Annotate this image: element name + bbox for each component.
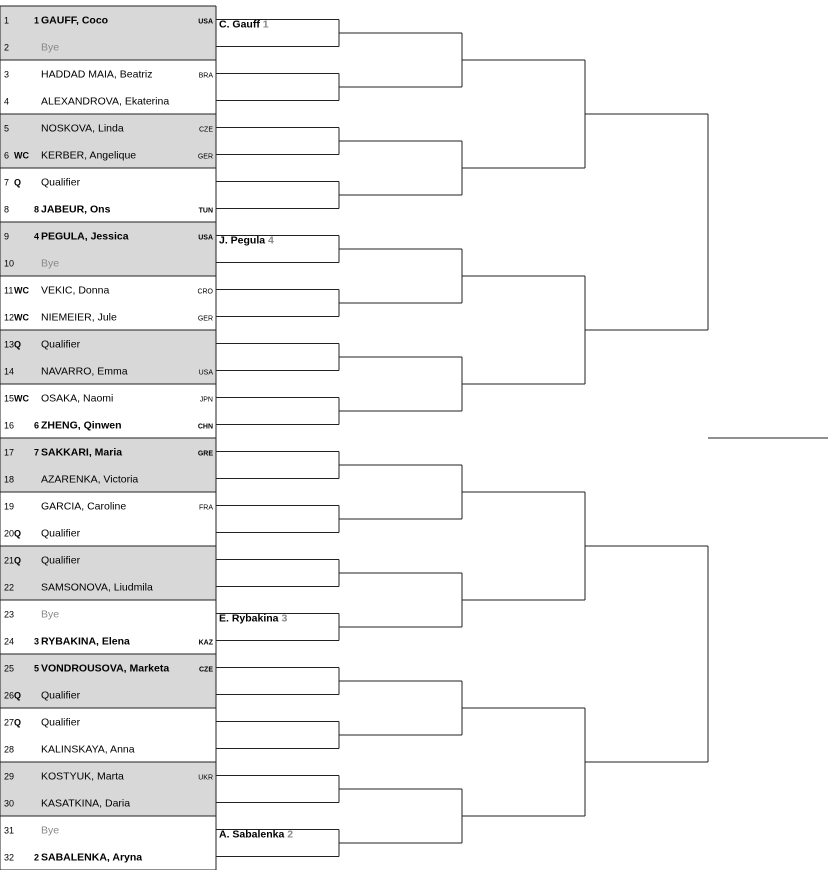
draw-entry[interactable] <box>4 528 81 540</box>
player-name: Qualifier <box>41 176 81 189</box>
country-code: FRA <box>199 504 213 512</box>
draw-number: 15 <box>4 393 15 404</box>
player-name: Qualifier <box>41 527 81 540</box>
player-name: OSAKA, Naomi <box>41 392 114 405</box>
player-name: NIEMEIER, Jule <box>41 311 117 324</box>
draw-number: 24 <box>4 636 15 647</box>
player-name: Bye <box>41 824 60 837</box>
player-name: AZARENKA, Victoria <box>41 473 139 486</box>
draw-entry-tag: Q <box>14 690 22 701</box>
country-code: GER <box>197 315 213 323</box>
draw-entry-tag: WC <box>14 285 29 296</box>
country-code: CRO <box>197 288 213 296</box>
player-name: Qualifier <box>41 689 81 702</box>
player-name: KASATKINA, Daria <box>41 797 131 810</box>
draw-number: 10 <box>4 258 15 269</box>
player-name: NAVARRO, Emma <box>41 365 128 378</box>
advanced-player-seed: 4 <box>268 234 274 247</box>
country-code: UKR <box>198 774 213 782</box>
advanced-player-seed: 1 <box>262 18 269 31</box>
draw-number: 22 <box>4 582 15 593</box>
seed-number: 2 <box>34 852 40 863</box>
seed-number: 5 <box>34 663 40 674</box>
draw-entry[interactable] <box>4 717 81 729</box>
seed-number: 7 <box>34 447 40 458</box>
country-code: JPN <box>199 396 213 404</box>
draw-entry-tag: Q <box>14 528 22 539</box>
draw-number: 21 <box>4 555 15 566</box>
draw-number: 27 <box>4 717 15 728</box>
seed-number: 4 <box>34 231 40 242</box>
draw-entry[interactable] <box>4 690 81 702</box>
player-name: GAUFF, Coco <box>41 14 109 27</box>
player-name: SABALENKA, Aryna <box>41 851 143 864</box>
draw-number: 5 <box>4 123 10 134</box>
country-code: GRE <box>197 450 213 458</box>
country-code: GER <box>197 153 213 161</box>
player-name: Qualifier <box>41 716 81 729</box>
player-name: SAKKARI, Maria <box>41 446 123 459</box>
country-code: BRA <box>198 72 213 80</box>
country-code: KAZ <box>198 639 213 647</box>
seed-number: 1 <box>34 15 40 26</box>
draw-entry-tag: Q <box>14 339 22 350</box>
draw-number: 16 <box>4 420 15 431</box>
player-name: ZHENG, Qinwen <box>41 419 122 432</box>
country-code: USA <box>198 369 213 377</box>
player-name: VEKIC, Donna <box>41 284 110 297</box>
country-code: USA <box>198 18 213 26</box>
draw-number: 26 <box>4 690 15 701</box>
draw-number: 9 <box>4 231 10 242</box>
draw-entry[interactable] <box>4 339 81 351</box>
draw-number: 4 <box>4 96 10 107</box>
draw-number: 28 <box>4 744 15 755</box>
draw-number: 14 <box>4 366 15 377</box>
player-name: PEGULA, Jessica <box>41 230 129 243</box>
draw-number: 29 <box>4 771 15 782</box>
player-name: GARCIA, Caroline <box>41 500 127 513</box>
draw-number: 25 <box>4 663 15 674</box>
draw-number: 7 <box>4 177 10 188</box>
draw-number: 19 <box>4 501 15 512</box>
player-name: JABEUR, Ons <box>41 203 111 216</box>
player-name: Bye <box>41 608 60 621</box>
draw-number: 20 <box>4 528 15 539</box>
advanced-player-label: A. Sabalenka 2 <box>219 828 294 841</box>
draw-number: 1 <box>4 15 10 26</box>
draw-number: 13 <box>4 339 15 350</box>
advanced-player-label: J. Pegula 4 <box>219 234 274 247</box>
country-code: CZE <box>199 666 213 674</box>
draw-entry-tag: Q <box>14 555 22 566</box>
country-code: USA <box>198 234 213 242</box>
seed-number: 3 <box>34 636 40 647</box>
seed-number: 6 <box>34 420 40 431</box>
advanced-player-label: C. Gauff 1 <box>219 18 269 31</box>
advanced-player-seed: 3 <box>281 612 288 625</box>
player-name: KOSTYUK, Marta <box>41 770 124 783</box>
draw-number: 31 <box>4 825 15 836</box>
draw-entry-tag: Q <box>14 717 22 728</box>
draw-number: 11 <box>4 285 14 296</box>
player-name: KALINSKAYA, Anna <box>41 743 135 756</box>
player-name: Qualifier <box>41 338 81 351</box>
draw-number: 12 <box>4 312 15 323</box>
country-code: TUN <box>198 207 213 215</box>
player-name: VONDROUSOVA, Marketa <box>41 662 170 675</box>
advanced-player-seed: 2 <box>287 828 294 841</box>
draw-number: 17 <box>4 447 15 458</box>
advanced-player-label: E. Rybakina 3 <box>219 612 288 625</box>
seed-number: 8 <box>34 204 40 215</box>
player-name: SAMSONOVA, Liudmila <box>41 581 153 594</box>
draw-number: 3 <box>4 69 10 80</box>
draw-number: 6 <box>4 150 10 161</box>
draw-number: 32 <box>4 852 15 863</box>
player-name: NOSKOVA, Linda <box>41 122 124 135</box>
draw-number: 8 <box>4 204 10 215</box>
draw-entry-tag: WC <box>14 150 29 161</box>
draw-entry-tag: WC <box>14 393 29 404</box>
draw-number: 2 <box>4 42 10 53</box>
player-name: Bye <box>41 41 60 54</box>
draw-number: 23 <box>4 609 15 620</box>
draw-entry[interactable] <box>4 555 81 567</box>
player-name: Qualifier <box>41 554 81 567</box>
player-name: ALEXANDROVA, Ekaterina <box>41 95 170 108</box>
draw-number: 30 <box>4 798 15 809</box>
player-name: KERBER, Angelique <box>41 149 137 162</box>
draw-entry-tag: WC <box>14 312 29 323</box>
draw-entry[interactable] <box>4 177 81 189</box>
draw-entry-tag: Q <box>14 177 22 188</box>
country-code: CZE <box>199 126 213 134</box>
draw-number: 18 <box>4 474 15 485</box>
player-name: Bye <box>41 257 60 270</box>
player-name: RYBAKINA, Elena <box>41 635 130 648</box>
country-code: CHN <box>197 423 213 431</box>
player-name: HADDAD MAIA, Beatriz <box>41 68 153 81</box>
